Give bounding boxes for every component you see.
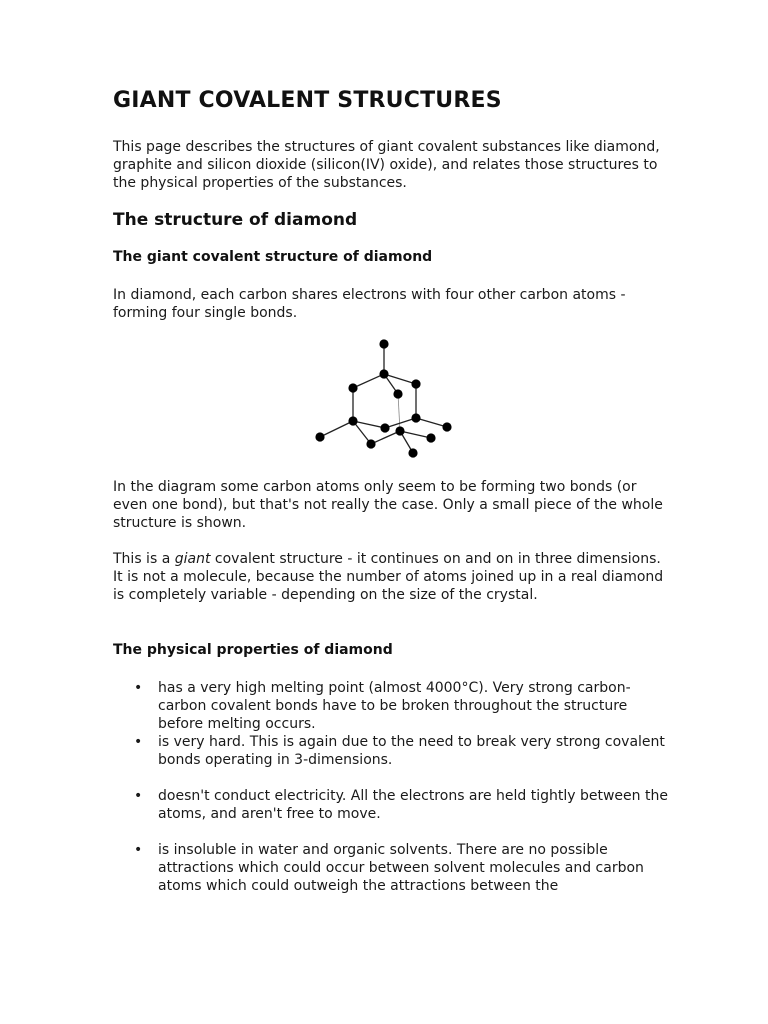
diamond-structure-diagram xyxy=(300,330,470,460)
carbon-atom xyxy=(380,423,389,432)
bond-line xyxy=(320,421,353,437)
giant-structure-paragraph xyxy=(113,550,673,604)
bullet-icon: • xyxy=(134,842,143,858)
bond-line xyxy=(398,394,400,431)
bullet-icon: • xyxy=(134,788,143,804)
giant-emphasis: giant xyxy=(174,551,211,567)
diagram-explanation-paragraph: In the diagram some carbon atoms only seem to be forming two bonds (or even one bond), but that's not really the case. Only a small piece of the whole structure is shown. xyxy=(113,479,663,531)
carbon-atom xyxy=(411,379,420,388)
carbon-atom xyxy=(442,422,451,431)
subheading-physical-properties: The physical properties of diamond xyxy=(113,642,393,658)
list-item-text: is insoluble in water and organic solvents. There are no possible attractions which could occur between solvent molecules and carbon atoms which could outweigh the attractions between the xyxy=(158,842,644,894)
list-item xyxy=(113,787,673,823)
bond-line xyxy=(416,418,447,427)
list-item xyxy=(113,841,673,895)
list-item-text: is very hard. This is again due to the need to break very strong covalent bonds operating in 3-dimensions. xyxy=(158,734,665,768)
bond-line xyxy=(400,431,431,438)
intro-paragraph: This page describes the structures of giant covalent substances like diamond, graphite and silicon dioxide (silicon(IV) oxide), and relates those structures to the physical properties of the substances. xyxy=(113,139,660,191)
diamond-bonds-paragraph: In diamond, each carbon shares electrons with four other carbon atoms - forming four single bonds. xyxy=(113,287,626,321)
bond-line xyxy=(353,374,384,388)
carbon-atom xyxy=(315,432,324,441)
list-item-text: has a very high melting point (almost 4000°C). Very strong carbon-carbon covalent bonds have to be broken throughout the structure before melting occurs. xyxy=(158,680,631,732)
carbon-atom xyxy=(411,413,420,422)
properties-list xyxy=(113,679,673,895)
bond-line xyxy=(371,431,400,444)
carbon-atom xyxy=(426,433,435,442)
giant-text-before: This is a xyxy=(113,551,175,567)
carbon-atom xyxy=(379,369,388,378)
list-item xyxy=(113,679,673,733)
page-title: GIANT COVALENT STRUCTURES xyxy=(113,88,502,113)
carbon-atom xyxy=(348,383,357,392)
bullet-icon: • xyxy=(134,734,143,750)
list-item-text: doesn't conduct electricity. All the electrons are held tightly between the atoms, and aren't free to move. xyxy=(158,788,668,822)
subheading-giant-structure: The giant covalent structure of diamond xyxy=(113,249,433,265)
list-item xyxy=(113,733,673,769)
carbon-atom xyxy=(393,389,402,398)
carbon-atom xyxy=(348,416,357,425)
carbon-atom xyxy=(408,448,417,457)
carbon-atom xyxy=(395,426,404,435)
giant-text-after: covalent structure - it continues on and on in three dimensions. It is not a molecule, because the number of atoms joined up in a real diamond is completely variable - depending on the size of the crystal. xyxy=(113,551,664,603)
carbon-atom xyxy=(379,339,388,348)
carbon-atom xyxy=(366,439,375,448)
section-heading-structure: The structure of diamond xyxy=(113,210,358,230)
bullet-icon: • xyxy=(134,680,143,696)
bond-line xyxy=(384,374,416,384)
